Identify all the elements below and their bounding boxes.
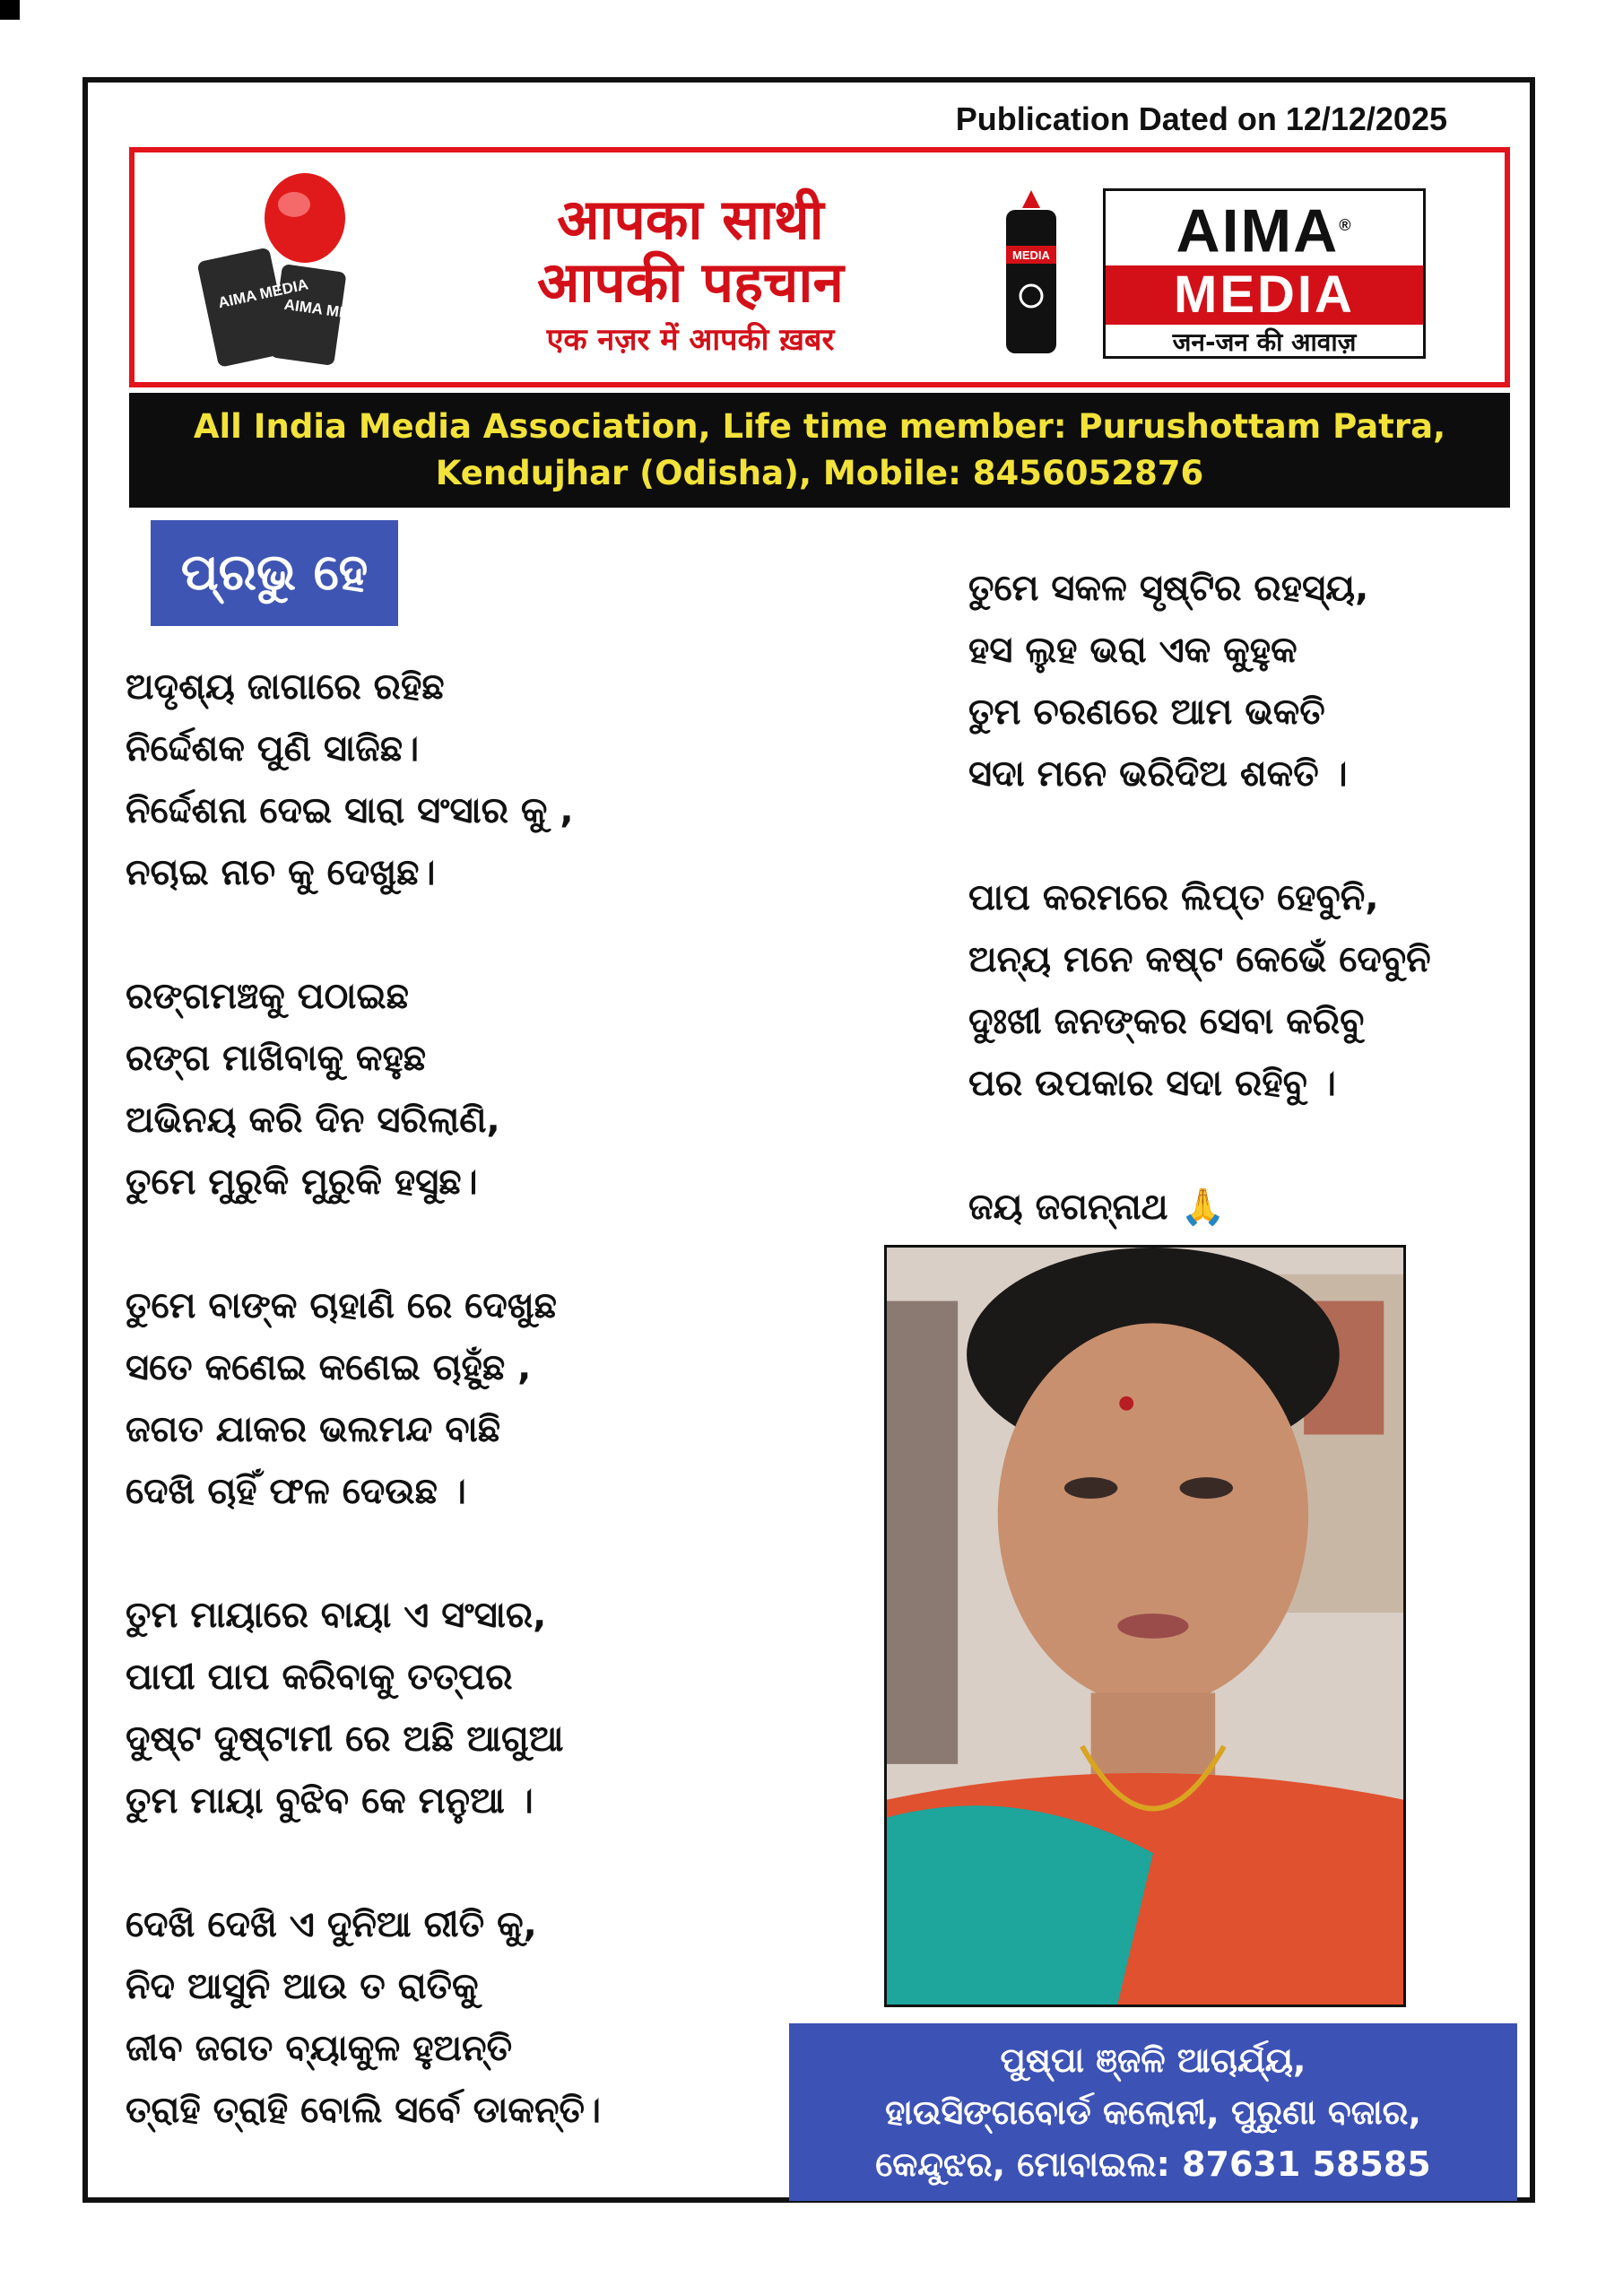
aima-banner [129,147,1510,387]
poem-line: ନଚାଇ ନାଚ କୁ ଦେଖୁଛ। [126,852,436,893]
poem-line: ତୁମେ ବାଙ୍କ ଚାହାଣି ରେ ଦେଖୁଛ [126,1285,558,1326]
member-line-2: Kendujhar (Odisha), Mobile: 8456052876 [435,454,1204,492]
logo-aima-text: AIMA® [1176,196,1353,265]
poem-line: ଅଭିନୟ କରି ଦିନ ସରିଲାଣି, [126,1100,500,1141]
stanza [126,1585,601,1832]
poem-left-column [126,657,601,2204]
stanza [968,867,1431,1115]
logo-media-text: MEDIA [1106,265,1423,325]
poem-right-column [968,558,1431,1300]
poem-line: ରଙ୍ଗ ମାଖିବାକୁ କହୁଛ [126,1038,427,1079]
poem-line: ସଦା ମନେ ଭରିଦିଅ ଶକତି । [968,753,1348,795]
slogan-line-1: आपका साथी [557,187,824,252]
poem-line: ଦୁଃଖୀ ଜନଙ୍କର ସେବା କରିବୁ [968,1001,1365,1042]
poem-line: ନିର୍ଦ୍ଦେଶକ ପୁଣି ସାଜିଛ। [126,728,420,770]
poem-line: ତୁମେ ମୁରୁକି ମୁରୁକି ହସୁଛ। [126,1161,478,1203]
author-photo [884,1245,1406,2007]
poem-line: ଅନ୍ୟ ମନେ କଷ୍ଟ କେଭେଁ ଦେବୁନି [968,939,1431,980]
slogan-line-2: आपकी पहचान [537,249,844,315]
registered-mark: ® [1339,216,1353,234]
poem-line: ତୁମେ ସକଳ ସୃଷ୍ଟିର ରହସ୍ୟ, [968,568,1369,609]
poem-line: ଦେଖି ଚାହିଁ ଫଳ ଦେଉଛ । [126,1471,466,1512]
poem-line: ହସ ଲୁହ ଭରା ଏକ କୁହୁକ [968,630,1298,671]
member-info-bar [129,393,1510,508]
poem-line: ନିର୍ଦ୍ଦେଶନା ଦେଇ ସାରା ସଂସାର କୁ , [126,790,574,831]
poem-line: ପାପୀ ପାପ କରିବାକୁ ତତ୍ପର [126,1657,513,1698]
logo-tagline: जन-जन की आवाज़ [1172,326,1357,357]
poem-line: ତୁମ ମାୟାରେ ବାୟା ଏ ସଂସାର, [126,1595,547,1636]
poem-line: ପାପ କରମରେ ଲିପ୍ତ ହେବୁନି, [968,877,1379,918]
poem-line: ନିଦ ଆସୁନି ଆଉ ତ ରାତିକୁ [126,1966,479,2007]
poem-line: ରଙ୍ଗମଞ୍ଚକୁ ପଠାଇଛ [126,976,410,1017]
member-line-1: All India Media Association, Life time member: Purushottam Patra, [193,407,1446,446]
stanza [126,966,601,1213]
poem-line: ପର ଉପକାର ସଦା ରହିବୁ । [968,1063,1336,1104]
author-contact: କେନ୍ଦୁଝର, ମୋବାଇଲ: 87631 58585 [875,2144,1431,2184]
poem-line: ତୁମ ମାୟା ବୁଝିବ କେ ମନୁଆ । [126,1780,534,1822]
poem-line: ଜଗତ ଯାକର ଭଲମନ୍ଦ ବାଛି [126,1409,501,1450]
poem-line: ଜୀବ ଜଗତ ବ୍ୟାକୁଳ ହୁଅନ୍ତି [126,2028,513,2069]
mic-label-1: AIMA MEDIA [216,275,310,312]
poem-line: ତୁମ ଚରଣରେ ଆମ ଭକତି [968,691,1325,733]
stanza [968,558,1431,805]
slogan [439,188,942,361]
stanza [126,657,601,904]
poem-line: ତ୍ରାହି ତ୍ରାହି ବୋଲି ସର୍ବେ ଡାକନ୍ତି। [126,2090,602,2131]
author-address: ହାଉସିଙ୍ଗବୋର୍ଡ କଲୋନୀ, ପୁରୁଣା ବଜାର, [885,2092,1421,2132]
author-caption [789,2023,1517,2201]
poem-title: ପ୍ରଭୁ ହେ [151,520,398,626]
aima-media-logo [1103,188,1426,359]
stanza [126,1275,601,1523]
slogan-line-3: एक नज़र में आपकी ख़बर [546,322,835,358]
publication-date: Publication Dated on 12/12/2025 [955,100,1447,137]
stanza [968,1177,1431,1239]
poem-line: ଦୁଷ୍ଟ ଦୁଷ୍ଟାମୀ ରେ ଅଛି ଆଗୁଆ [126,1718,564,1760]
logo-mic-label: MEDIA [1012,248,1050,262]
poem-line: ଅଦୃଶ୍ୟ ଜାଗାରେ ରହିଛ [126,666,445,708]
page-frame [82,77,1535,2203]
microphone-icon [197,169,377,366]
author-name: ପୁଷ୍ପା ଞ୍ଜଳି ଆଚାର୍ଯ୍ୟ, [1000,2040,1306,2080]
poem-line: ଦେଖି ଦେଖି ଏ ଦୁନିଆ ରୀତି କୁ, [126,1904,537,1945]
mic-label-2: AIMA MEDIA [282,295,377,326]
poem-closing-line: ଜୟ ଜଗନ୍ନାଥ 🙏 [968,1187,1226,1228]
corner-mark [0,0,20,20]
stanza [126,1894,601,2142]
logo-microphone-icon [995,188,1067,359]
poem-line: ସତେ କଣେଇ କଣେଇ ଚାହୁଁଛ , [126,1347,532,1388]
